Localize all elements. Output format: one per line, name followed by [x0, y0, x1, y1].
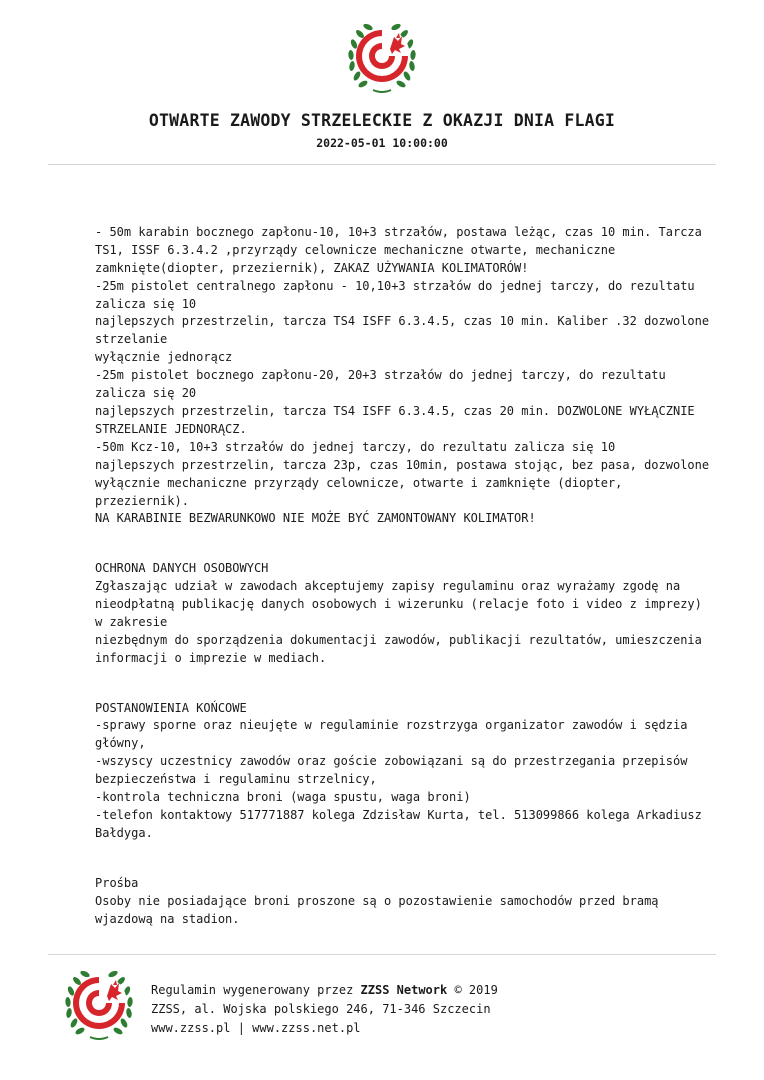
footer-copyright: © 2019 [454, 983, 498, 997]
zzss-emblem-icon [343, 18, 421, 96]
footer-divider [48, 954, 716, 955]
final-provisions-text: -sprawy sporne oraz nieujęte w regulaminie rozstrzyga organizator zawodów i sędzia główny, -wszyscy uczestnicy zawodów oraz goście zobowiązani są do przestrzegania przepisów bezpieczeństwa i regulaminu strzelnicy, -kontrola techniczna broni (waga spustu, waga broni) -telefon kontaktowy 517771887 kolega Zdzisław Kurta, tel. 513099866 kolega Arkadiusz Bałdyga. [95, 718, 702, 840]
request-text: Osoby nie posiadające broni proszone są o pozostawienie samochodów przed bramą wjazdową na stadion. [95, 893, 659, 926]
request-heading: Prośba [95, 875, 139, 890]
footer-generated-line [151, 981, 498, 1000]
regulations-content [95, 206, 715, 960]
footer-address: ZZSS, al. Wojska polskiego 246, 71-346 Szczecin [151, 1002, 491, 1016]
footer-generated-prefix: Regulamin wygenerowany przez [151, 983, 354, 997]
page-title: OTWARTE ZAWODY STRZELECKIE Z OKAZJI DNIA FLAGI [148, 111, 616, 130]
footer-websites: www.zzss.pl | www.zzss.net.pl [151, 1021, 361, 1035]
event-datetime: 2022-05-01 10:00:00 [316, 136, 448, 150]
privacy-text: Zgłaszając udział w zawodach akceptujemy zapisy regulaminu oraz wyrażamy zgodę na nieodpłatną publikację danych osobowych i wizerunku (relacje foto i video z imprezy) w zakresie niezbędnym do sporządzenia dokumentacji zawodów, publikacji rezultatów, umieszczenia informacji o imprezie w mediach. [95, 579, 702, 665]
header-divider [48, 164, 716, 165]
zzss-emblem-icon [60, 965, 138, 1043]
footer [151, 981, 498, 1038]
zzss-network-link: ZZSS Network [360, 983, 448, 997]
final-provisions-heading: POSTANOWIENIA KOŃCOWE [95, 700, 247, 715]
privacy-heading: OCHRONA DANYCH OSOBOWYCH [95, 561, 269, 576]
competitions-list: - 50m karabin bocznego zapłonu-10, 10+3 strzałów, postawa leżąc, czas 10 min. Tarcza TS1, ISSF 6.3.4.2 ,przyrządy celownicze mechaniczne otwarte, mechaniczne zamknięte(diopter, przeziernik), ZAKAZ UŻYWANIA KOLIMATORÓW! -25m pistolet centralnego zapłonu - 10,10+3 strzałów do jednej tarczy, do rezultatu zalicza się 10 najlepszych przestrzelin, tarcza TS4 ISFF 6.3.4.5, czas 10 min. Kaliber .32 dozwolone strzelanie wyłącznie jednorącz -25m pistolet bocznego zapłonu-20, 20+3 strzałów do jednej tarczy, do rezultatu zalicza się 20 najlepszych przestrzelin, tarcza TS4 ISFF 6.3.4.5, czas 20 min. DOZWOLONE WYŁĄCZNIE STRZELANIE JEDNORĄCZ. -50m Kcz-10, 10+3 strzałów do jednej tarczy, do rezultatu zalicza się 10 najlepszych przestrzelin, tarcza 23p, czas 10min, postawa stojąc, bez pasa, dozwolone wyłącznie mechaniczne przyrządy celownicze, otwarte i zamknięte (diopter, przeziernik). NA KARABINIE BEZWARUNKOWO NIE MOŻE BYĆ ZAMONTOWANY KOLIMATOR! [95, 224, 710, 526]
